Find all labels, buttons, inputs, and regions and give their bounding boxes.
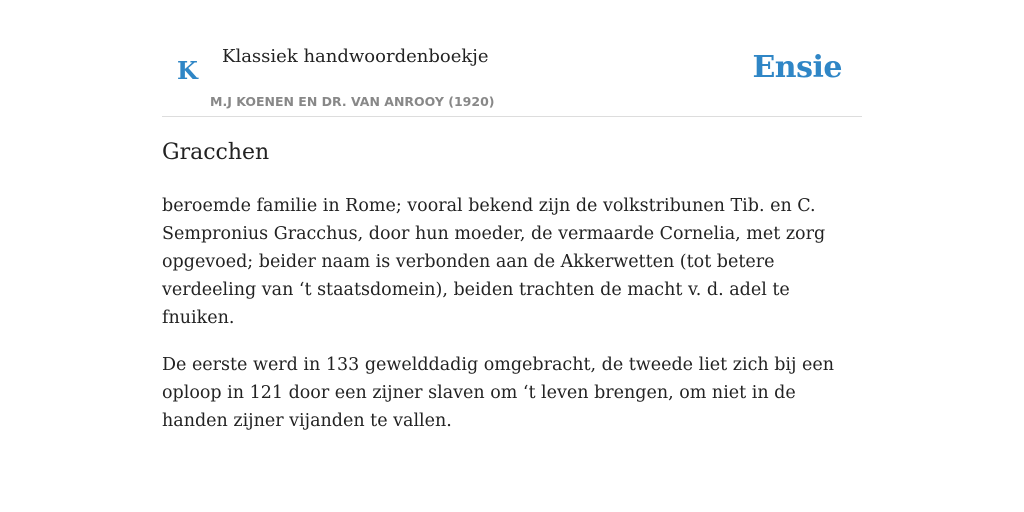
source-author: M.J KOENEN EN DR. VAN ANROOY (1920) (210, 94, 495, 109)
source-title[interactable]: Klassiek handwoordenboekje (222, 46, 489, 67)
entry-headword: Gracchen (162, 140, 270, 165)
ensie-logo-link[interactable]: Ensie (752, 50, 842, 85)
entry-paragraph: De eerste werd in 133 gewelddadig omgebracht, de tweede liet zich bij een oploop in 121 door een zijner slaven om ‘t leven brengen, om niet in de handen zijner vijanden te vallen. (162, 355, 834, 431)
source-header (162, 36, 862, 117)
entry-body (162, 192, 862, 454)
entry-paragraph: beroemde familie in Rome; vooral bekend zijn de volkstribunen Tib. en C. Sempronius Gracchus, door hun moeder, de vermaarde Cornelia, met zorg opgevoed; beider naam is verbonden aan de Akkerwetten (tot betere verdeeling van ‘t staatsdomein), beiden trachten de macht v. d. adel te fnuiken. (162, 196, 826, 328)
source-logo[interactable]: K (177, 56, 198, 85)
